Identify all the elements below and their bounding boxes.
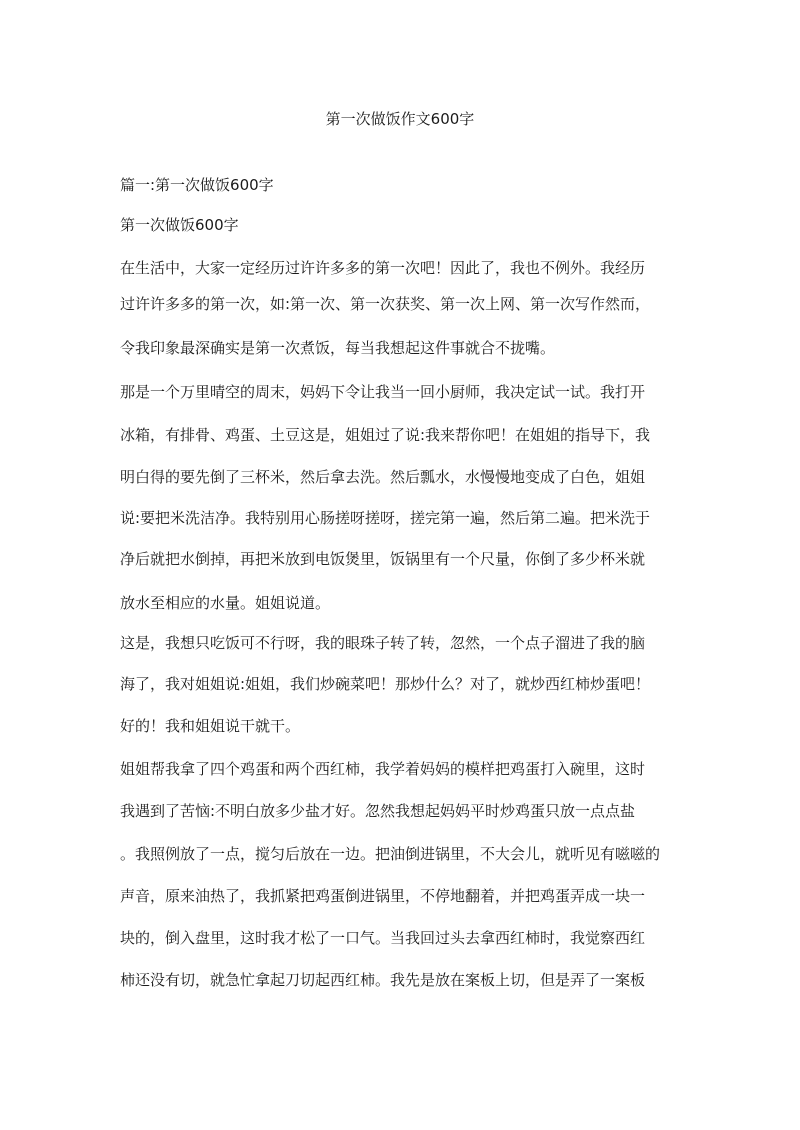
paragraph-line: 过许许多多的第一次，如:第一次、第一次获奖、第一次上网、第一次写作然而， bbox=[120, 295, 651, 313]
paragraph-line: 那是一个万里晴空的周末，妈妈下令让我当一回小厨师，我决定试一试。我打开 bbox=[120, 383, 646, 401]
paragraph-line: 在生活中，大家一定经历过许许多多的第一次吧！因此了，我也不例外。我经历 bbox=[120, 259, 646, 277]
paragraph-line: 声音，原来油热了，我抓紧把鸡蛋倒进锅里，不停地翻着，并把鸡蛋弄成一块一 bbox=[120, 887, 646, 905]
paragraph-line: 姐姐帮我拿了四个鸡蛋和两个西红柿，我学着妈妈的模样把鸡蛋打入碗里，这时 bbox=[120, 760, 646, 778]
sub-heading: 第一次做饭600字 bbox=[120, 216, 239, 234]
document-title: 第一次做饭作文600字 bbox=[325, 110, 475, 128]
paragraph-line: 块的，倒入盘里，这时我才松了一口气。当我回过头去拿西红柿时，我觉察西红 bbox=[120, 929, 646, 947]
paragraph-line: 冰箱，有排骨、鸡蛋、土豆这是，姐姐过了说:我来帮你吧！在姐姐的指导下，我 bbox=[120, 426, 651, 444]
paragraph-line: 明白得的要先倒了三杯米，然后拿去洗。然后瓢水，水慢慢地变成了白色，姐姐 bbox=[120, 468, 646, 486]
paragraph-line: 好的！我和姐姐说干就干。 bbox=[120, 717, 301, 735]
paragraph-line: 。我照例放了一点，搅匀后放在一边。把油倒进锅里，不大会儿，就听见有嗞嗞的 bbox=[120, 845, 661, 863]
section-heading: 篇一:第一次做饭600字 bbox=[120, 176, 274, 194]
paragraph-line: 令我印象最深确实是第一次煮饭，每当我想起这件事就合不拢嘴。 bbox=[120, 339, 556, 357]
paragraph-line: 这是，我想只吃饭可不行呀，我的眼珠子转了转，忽然，一个点子溜进了我的脑 bbox=[120, 634, 646, 652]
paragraph-line: 我遇到了苦恼:不明白放多少盐才好。忽然我想起妈妈平时炒鸡蛋只放一点点盐 bbox=[120, 802, 636, 820]
paragraph-line: 净后就把水倒掉，再把米放到电饭煲里，饭锅里有一个尺量，你倒了多少杯米就 bbox=[120, 550, 646, 568]
paragraph-line: 柿还没有切，就急忙拿起刀切起西红柿。我先是放在案板上切，但是弄了一案板 bbox=[120, 971, 646, 989]
paragraph-line: 放水至相应的水量。姐姐说道。 bbox=[120, 594, 331, 612]
paragraph-line: 说:要把米洗洁净。我特别用心肠搓呀搓呀，搓完第一遍，然后第二遍。把米洗于 bbox=[120, 509, 651, 527]
paragraph-line: 海了，我对姐姐说:姐姐，我们炒碗菜吧！那炒什么？对了，就炒西红柿炒蛋吧！ bbox=[120, 675, 651, 693]
